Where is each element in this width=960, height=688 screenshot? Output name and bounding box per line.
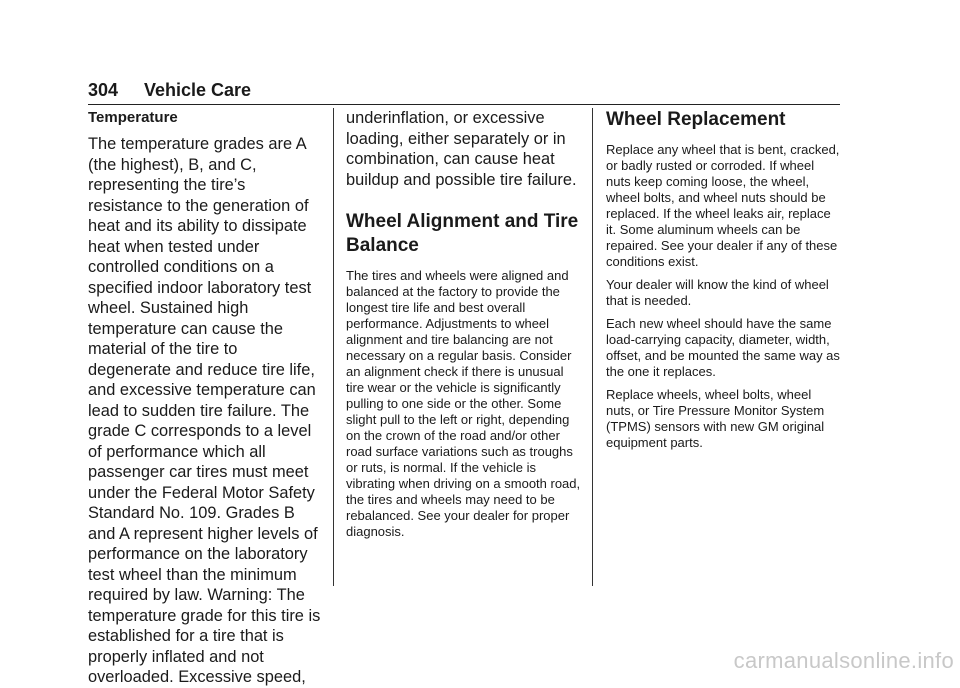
column-divider-left xyxy=(333,108,334,586)
wheel-replacement-heading: Wheel Replacement xyxy=(606,109,786,130)
temperature-subheading: Temperature xyxy=(88,109,178,126)
column-3 xyxy=(606,108,842,458)
section-title: Vehicle Care xyxy=(144,80,252,100)
page-number: 304 xyxy=(88,80,119,100)
wheel-replacement-paragraph: Each new wheel should have the same load-carrying capacity, diameter, width, offset, and be mounted the same way as the one it replaces. xyxy=(606,316,840,379)
column-divider-right xyxy=(592,108,593,586)
column-1 xyxy=(88,108,324,688)
wheel-replacement-paragraph: Your dealer will know the kind of wheel that is needed. xyxy=(606,277,829,308)
wheel-alignment-body: The tires and wheels were aligned and balanced at the factory to provide the longest tire life and best overall performance. Adjustments to wheel alignment and tire balancing are not necessary on a regular basis. Consider an alignment check if there is unusual tire wear or the vehicle is significantly pulling to one side or the other. Some slight pull to the left or right, depending on the crown of the road and/or other road surface variations such as troughs or ruts, is normal. If the vehicle is vibrating when driving on a smooth road, the tires and wheels may need to be rebalanced. See your dealer for proper diagnosis. xyxy=(346,268,581,539)
wheel-alignment-heading: Wheel Alignment and Tire Balance xyxy=(346,211,579,256)
temperature-continuation: underinflation, or excessive loading, either separately or in combination, can cause heat buildup and possible tire failure. xyxy=(346,109,577,189)
column-2 xyxy=(346,108,582,547)
page-header xyxy=(88,80,840,105)
wheel-replacement-paragraph: Replace wheels, wheel bolts, wheel nuts, or Tire Pressure Monitor System (TPMS) sensors with new GM original equipment parts. xyxy=(606,387,825,450)
wheel-replacement-paragraph: Replace any wheel that is bent, cracked, or badly rusted or corroded. If wheel nuts keep coming loose, the wheel, wheel bolts, and wheel nuts should be replaced. If the wheel leaks air, replace it. Some aluminum wheels can be repaired. See your dealer if any of these conditions exist. xyxy=(606,142,840,269)
temperature-body: The temperature grades are A (the highest), B, and C, representing the tire’s resistance to the generation of heat and its ability to dissipate heat when tested under controlled conditions on a specified indoor laboratory test wheel. Sustained high temperature can cause the material of the tire to degenerate and reduce tire life, and excessive temperature can lead to sudden tire failure. The grade C corresponds to a level of performance which all passenger car tires must meet under the Federal Motor Safety Standard No. 109. Grades B and A represent higher levels of performance on the laboratory test wheel than the minimum required by law. Warning: The temperature grade for this tire is established for a tire that is properly inflated and not overloaded. Excessive speed, xyxy=(88,135,321,686)
watermark: carmanualsonline.info xyxy=(733,648,954,673)
